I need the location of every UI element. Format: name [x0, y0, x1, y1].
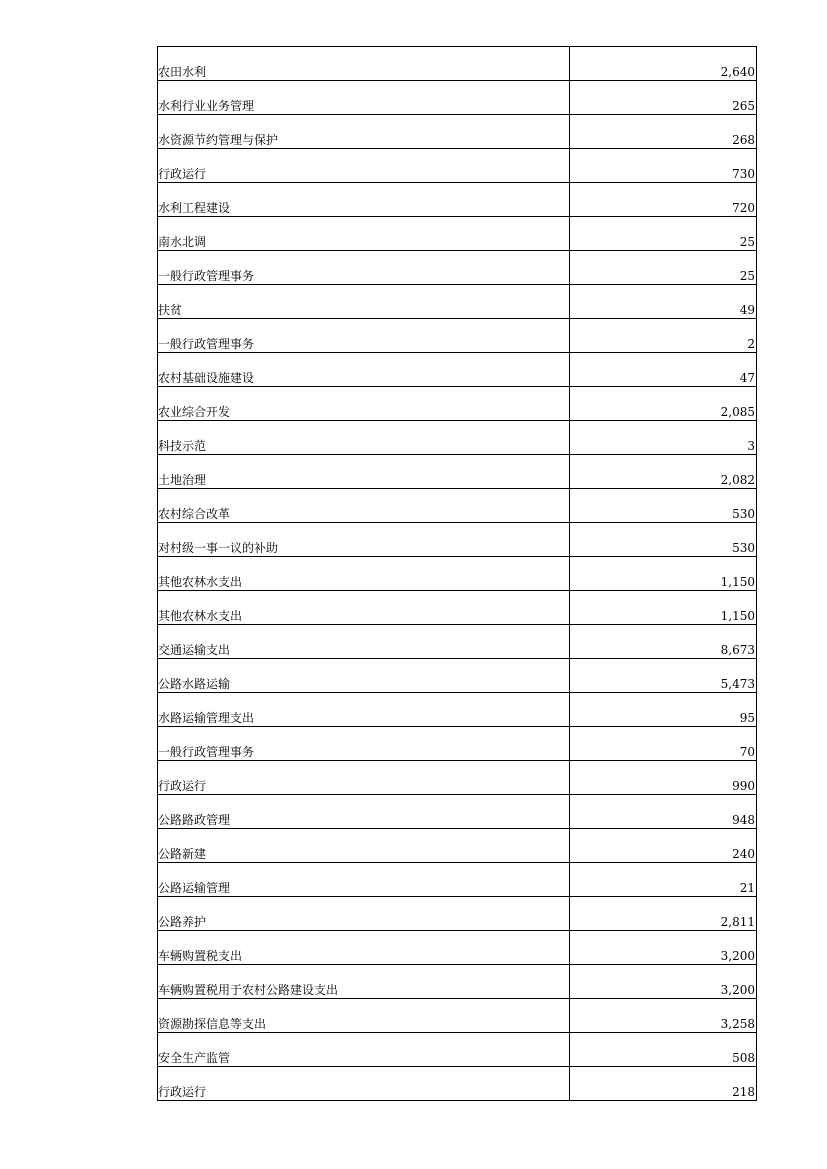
row-value: 240 — [570, 829, 757, 863]
table-row — [158, 931, 757, 965]
table-row — [158, 863, 757, 897]
table-row — [158, 625, 757, 659]
row-label: 对村级一事一议的补助 — [158, 523, 570, 557]
table-row — [158, 353, 757, 387]
row-value: 530 — [570, 489, 757, 523]
row-label: 水利工程建设 — [158, 183, 570, 217]
row-label: 水利行业业务管理 — [158, 81, 570, 115]
row-label: 水资源节约管理与保护 — [158, 115, 570, 149]
row-value: 2 — [570, 319, 757, 353]
row-value: 2,082 — [570, 455, 757, 489]
row-label: 一般行政管理事务 — [158, 251, 570, 285]
row-label: 车辆购置税支出 — [158, 931, 570, 965]
row-label: 扶贫 — [158, 285, 570, 319]
row-label: 农业综合开发 — [158, 387, 570, 421]
table-row — [158, 897, 757, 931]
budget-table — [157, 46, 757, 1101]
row-label: 行政运行 — [158, 1067, 570, 1101]
row-value: 720 — [570, 183, 757, 217]
row-label: 公路水路运输 — [158, 659, 570, 693]
table-row — [158, 251, 757, 285]
table-row — [158, 795, 757, 829]
row-value: 8,673 — [570, 625, 757, 659]
row-value: 47 — [570, 353, 757, 387]
row-value: 730 — [570, 149, 757, 183]
row-value: 25 — [570, 251, 757, 285]
row-label: 科技示范 — [158, 421, 570, 455]
row-value: 3,200 — [570, 965, 757, 999]
row-label: 其他农林水支出 — [158, 591, 570, 625]
table-row — [158, 829, 757, 863]
table-row — [158, 727, 757, 761]
table-row — [158, 523, 757, 557]
table-row — [158, 115, 757, 149]
table-row — [158, 659, 757, 693]
table-row — [158, 81, 757, 115]
row-value: 2,085 — [570, 387, 757, 421]
table-row — [158, 591, 757, 625]
row-label: 水路运输管理支出 — [158, 693, 570, 727]
row-value: 1,150 — [570, 557, 757, 591]
row-value: 268 — [570, 115, 757, 149]
row-label: 行政运行 — [158, 761, 570, 795]
row-value: 1,150 — [570, 591, 757, 625]
row-label: 行政运行 — [158, 149, 570, 183]
row-label: 农田水利 — [158, 47, 570, 81]
row-value: 21 — [570, 863, 757, 897]
row-label: 公路新建 — [158, 829, 570, 863]
row-value: 3,200 — [570, 931, 757, 965]
row-value: 3 — [570, 421, 757, 455]
row-label: 交通运输支出 — [158, 625, 570, 659]
table-row — [158, 455, 757, 489]
table-row — [158, 1033, 757, 1067]
row-value: 948 — [570, 795, 757, 829]
table-row — [158, 387, 757, 421]
table-row — [158, 489, 757, 523]
row-value: 990 — [570, 761, 757, 795]
row-value: 508 — [570, 1033, 757, 1067]
table-row — [158, 999, 757, 1033]
table-row — [158, 183, 757, 217]
row-label: 土地治理 — [158, 455, 570, 489]
table-row — [158, 965, 757, 999]
table-row — [158, 693, 757, 727]
row-value: 530 — [570, 523, 757, 557]
row-value: 265 — [570, 81, 757, 115]
table-row — [158, 761, 757, 795]
table-row — [158, 47, 757, 81]
table-row — [158, 421, 757, 455]
row-value: 70 — [570, 727, 757, 761]
row-label: 安全生产监管 — [158, 1033, 570, 1067]
row-value: 25 — [570, 217, 757, 251]
table-row — [158, 149, 757, 183]
row-label: 公路路政管理 — [158, 795, 570, 829]
row-value: 2,811 — [570, 897, 757, 931]
row-value: 2,640 — [570, 47, 757, 81]
row-value: 3,258 — [570, 999, 757, 1033]
budget-table-body — [158, 47, 757, 1101]
table-row — [158, 285, 757, 319]
row-label: 农村基础设施建设 — [158, 353, 570, 387]
row-label: 一般行政管理事务 — [158, 727, 570, 761]
table-row — [158, 557, 757, 591]
table-row — [158, 217, 757, 251]
row-value: 49 — [570, 285, 757, 319]
row-label: 资源勘探信息等支出 — [158, 999, 570, 1033]
row-value: 5,473 — [570, 659, 757, 693]
row-label: 公路运输管理 — [158, 863, 570, 897]
row-label: 一般行政管理事务 — [158, 319, 570, 353]
table-row — [158, 319, 757, 353]
row-label: 车辆购置税用于农村公路建设支出 — [158, 965, 570, 999]
table-row — [158, 1067, 757, 1101]
row-value: 95 — [570, 693, 757, 727]
row-label: 南水北调 — [158, 217, 570, 251]
row-label: 其他农林水支出 — [158, 557, 570, 591]
row-value: 218 — [570, 1067, 757, 1101]
row-label: 公路养护 — [158, 897, 570, 931]
row-label: 农村综合改革 — [158, 489, 570, 523]
